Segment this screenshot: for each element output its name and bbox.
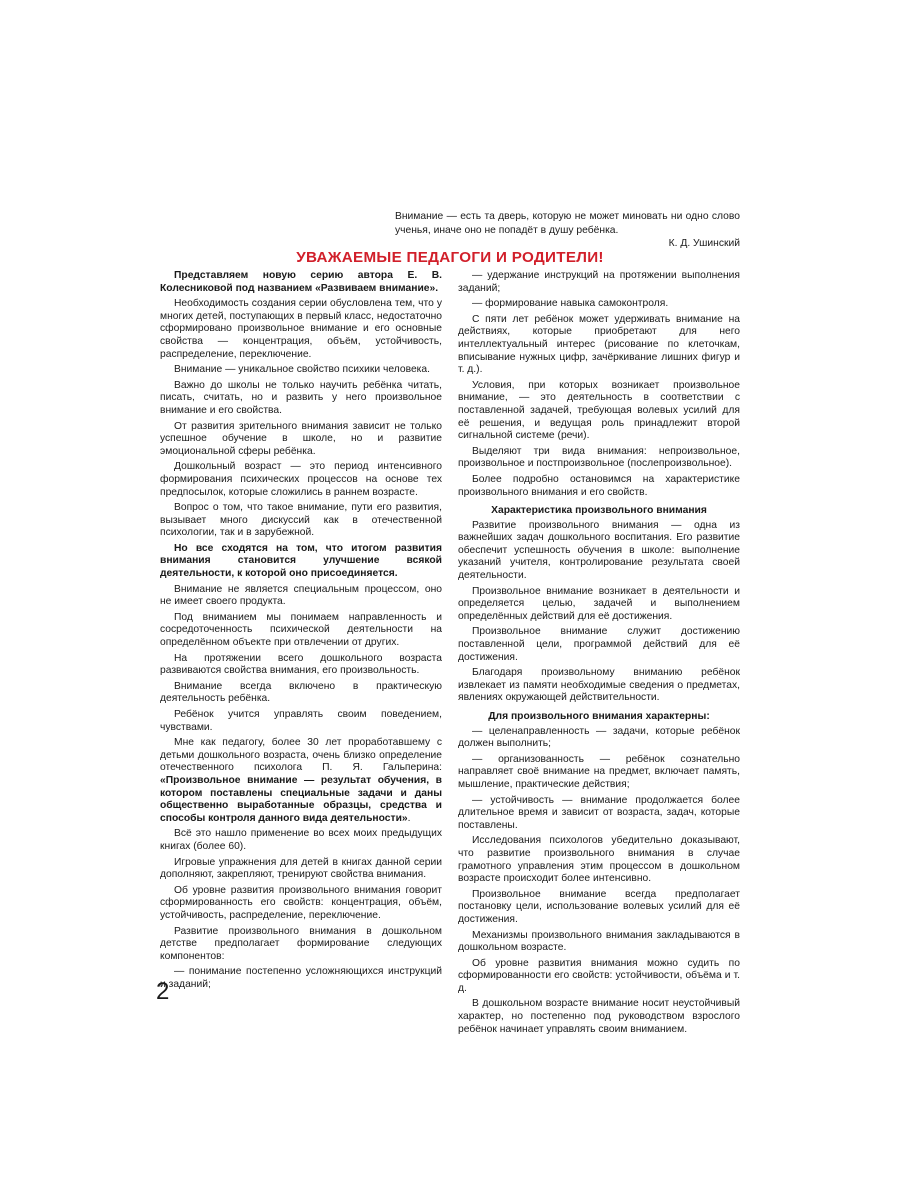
paragraph: Условия, при которых возникает произвольное внимание, — это деятельность в соответствии с поставленной задачей, требующая волевых усилий для её решения, и ведущая роль принадлежит второй сигнальной системе (речи). <box>458 379 740 442</box>
paragraph: Всё это нашло применение во всех моих предыдущих книгах (более 60). <box>160 828 442 852</box>
paragraph: В дошкольном возрасте внимание носит неустойчивый характер, но постепенно под руководством взрослого ребёнок начинает управлять своим вниманием. <box>458 998 740 1035</box>
paragraph: Внимание — уникальное свойство психики человека. <box>174 364 430 376</box>
paragraph: Дошкольный возраст — это период интенсивного формирования психических процессов на основе тех предпосылок, которые сложились в раннем возрасте. <box>160 461 442 498</box>
paragraph: На протяжении всего дошкольного возраста развиваются свойства внимания, его произвольность. <box>160 652 442 677</box>
paragraph: Произвольное внимание служит достижению поставленной цели, программой действий для её достижения. <box>458 626 740 663</box>
paragraph: Игровые упражнения для детей в книгах данной серии дополняют, закрепляют, тренируют свойства внимания. <box>160 856 442 881</box>
page-title: УВАЖАЕМЫЕ ПЕДАГОГИ И РОДИТЕЛИ! <box>296 249 604 266</box>
right-column <box>458 270 740 1039</box>
paragraph: Развитие произвольного внимания — одна из важнейших задач дошкольного воспитания. Его развитие обеспечит успешность обучения в школе: выполнение указаний учителя, контролирование результата своей деятельности. <box>458 519 740 582</box>
paragraph-text: . <box>407 812 411 824</box>
paragraph: — понимание постепенно усложняющихся инструкций и заданий; <box>160 966 442 990</box>
paragraph: Вопрос о том, что такое внимание, пути его развития, вызывает много дискуссий как в отечественной психологии, так и в зарубежной. <box>160 502 442 539</box>
paragraph: — формирование навыка самоконтроля. <box>472 298 669 310</box>
paragraph: Произвольное внимание возникает в деятельности и определяется целью, задачей и выполнением определённых действий для её достижения. <box>458 585 740 622</box>
paragraph: С пяти лет ребёнок может удерживать внимание на действиях, которые приобретают для него интеллектуальный интерес (рисование по клеточкам, вписывание нужных цифр, зачёркивание лишних фигур и т. д.). <box>458 313 740 376</box>
paragraph: Об уровне развития внимания можно судить по сформированности его свойств: устойчивости, объёма и т. д. <box>458 957 740 994</box>
paragraph: Важно до школы не только научить ребёнка читать, писать, считать, но и развить у него произвольное внимание и его свойства. <box>160 379 442 416</box>
section-heading: Характеристика произвольного внимания <box>491 505 707 517</box>
paragraph: Внимание не является специальным процессом, оно не имеет своего продукта. <box>160 583 442 608</box>
paragraph: Об уровне развития произвольного внимания говорит сформированность его свойств: концентрация, объём, устойчивость, распределение, переключение. <box>160 884 442 921</box>
paragraph <box>160 737 442 825</box>
paragraph: Механизмы произвольного внимания закладываются в дошкольном возрасте. <box>458 929 740 954</box>
paragraph-text: Мне как педагогу, более 30 лет проработавшему с детьми дошкольного возраста, очень близко определение отечественного психолога П. Я. Гальперина: <box>160 737 442 774</box>
paragraph: Благодаря произвольному вниманию ребёнок извлекает из памяти необходимые сведения о предметах, явлениях окружающей действительности. <box>458 667 740 704</box>
paragraph: Необходимость создания серии обусловлена тем, что у многих детей, поступающих в первый класс, недостаточно сформировано произвольное внимание и его основные свойства — концентрация, объём, устойчивость, распределение, переключение. <box>160 298 442 360</box>
epigraph-text: Внимание — есть та дверь, которую не может миновать ни одно слово ученья, иначе оно не попадёт в душу ребёнка. <box>395 211 740 236</box>
paragraph: Более подробно остановимся на характеристике произвольного внимания и его свойств. <box>458 473 740 498</box>
paragraph: — организованность — ребёнок сознательно направляет своё внимание на предмет, включает память, мышление, практические действия; <box>458 753 740 790</box>
galperin-quote: «Произвольное внимание — результат обучения, в котором поставлены специальные задачи и даны общественно выработанные образцы, средства и способы контроля данного вида деятельности» <box>160 774 442 824</box>
epigraph <box>395 210 740 251</box>
paragraph: Исследования психологов убедительно доказывают, что развитие произвольного внимания в случае грамотного управления этим процессом в дошкольном возрасте происходит более интенсивно. <box>458 835 740 885</box>
paragraph: Ребёнок учится управлять своим поведением, чувствами. <box>160 709 442 733</box>
paragraph: — удержание инструкций на протяжении выполнения заданий; <box>458 270 740 294</box>
section-heading: Для произвольного внимания характерны: <box>488 711 710 722</box>
paragraph: — целенаправленность — задачи, которые ребёнок должен выполнить; <box>458 725 740 750</box>
paragraph: Представляем новую серию автора Е. В. Колесниковой под названием «Развиваем внимание». <box>160 270 442 294</box>
paragraph: Но все сходятся на том, что итогом развития внимания становится улучшение всякой деятельности, к которой оно присоединяется. <box>160 542 442 580</box>
page-number: 2 <box>156 978 170 1005</box>
paragraph: Произвольное внимание всегда предполагает постановку цели, использование волевых усилий для её достижения. <box>458 888 740 925</box>
paragraph: Под вниманием мы понимаем направленность и сосредоточенность психической деятельности на определённом объекте при отвлечении от других. <box>160 611 442 649</box>
epigraph-author: К. Д. Ушинский <box>668 238 740 250</box>
paragraph: Внимание всегда включено в практическую деятельность ребёнка. <box>160 680 442 705</box>
left-column <box>160 270 442 994</box>
paragraph: От развития зрительного внимания зависит не только успешное обучение в школе, но и развитие эмоциональной сферы ребёнка. <box>160 420 442 457</box>
paragraph: Выделяют три вида внимания: непроизвольное, произвольное и постпроизвольное (послепроизвольное). <box>458 445 740 470</box>
paragraph: — устойчивость — внимание продолжается более длительное время и зависит от возраста, задач, которые поставлены. <box>458 794 740 831</box>
paragraph: Развитие произвольного внимания в дошкольном детстве предполагает формирование следующих компонентов: <box>160 925 442 962</box>
